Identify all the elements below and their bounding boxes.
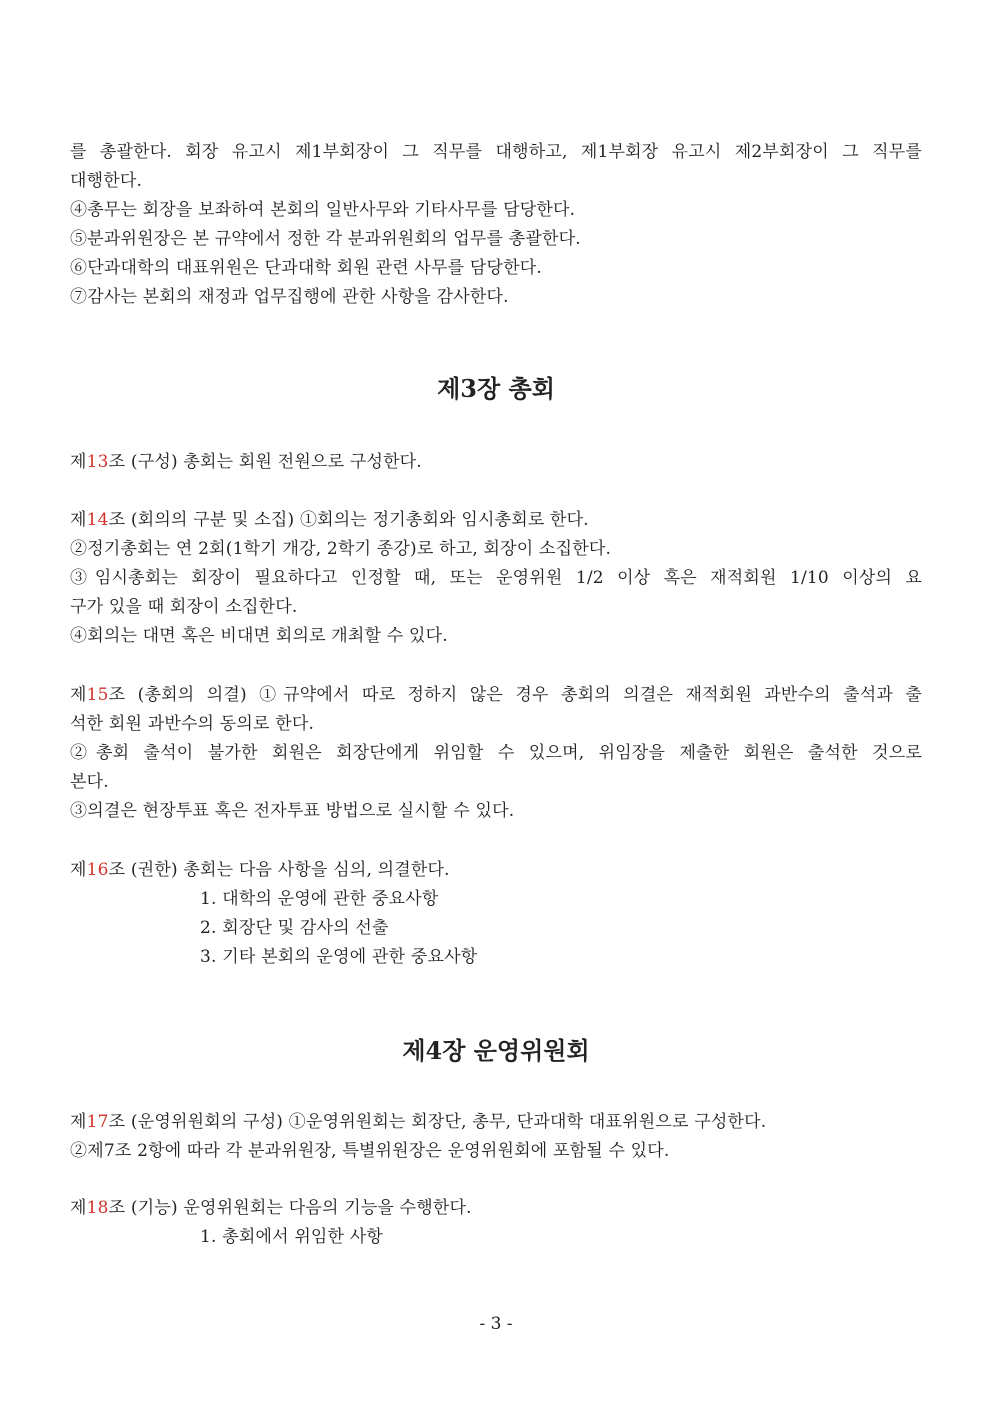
- article-text: 조 (권한) 총회는 다음 사항을 심의, 의결한다.: [108, 860, 450, 880]
- article-number: 18: [86, 1198, 109, 1218]
- article-text: 조 (회의의 구분 및 소집) ①회의는 정기총회와 임시총회로 한다.: [108, 510, 589, 530]
- article-17: [70, 1110, 922, 1134]
- paragraph-line: ②제7조 2항에 따라 각 분과위원장, 특별위원장은 운영위원회에 포함될 수 있다.: [70, 1141, 670, 1161]
- article-13: [70, 450, 922, 474]
- paragraph-line: ③임시총회는 회장이 필요하다고 인정할 때, 또는 운영위원 1/2 이상 혹은 재적회원 1/10 이상의 요: [70, 568, 922, 588]
- paragraph-line: ④회의는 대면 혹은 비대면 회의로 개최할 수 있다.: [70, 626, 448, 646]
- list-item: 2. 회장단 및 감사의 선출: [200, 918, 389, 938]
- article-text: 조 (총회의 의결) ①규약에서 따로 정하지 않은 경우 총회의 의결은 재적회원 과반수의 출석과 출: [108, 685, 922, 705]
- paragraph-line: 구가 있을 때 회장이 소집한다.: [70, 597, 298, 617]
- article-number: 16: [86, 860, 109, 880]
- chapter-4-title: 제4장 운영위원회: [402, 1036, 590, 1065]
- article-prefix: 제: [70, 1112, 87, 1132]
- paragraph-line: 대행한다.: [70, 171, 143, 191]
- article-prefix: 제: [70, 510, 87, 530]
- article-prefix: 제: [70, 860, 87, 880]
- paragraph-line: ③의결은 현장투표 혹은 전자투표 방법으로 실시할 수 있다.: [70, 801, 515, 821]
- paragraph-line: ④총무는 회장을 보좌하여 본회의 일반사무와 기타사무를 담당한다.: [70, 200, 576, 220]
- article-prefix: 제: [70, 452, 87, 472]
- paragraph-line: ⑦감사는 본회의 재정과 업무집행에 관한 사항을 감사한다.: [70, 287, 509, 307]
- list-item: 3. 기타 본회의 운영에 관한 중요사항: [200, 947, 478, 967]
- article-18: [70, 1196, 922, 1220]
- paragraph-line: ⑤분과위원장은 본 규약에서 정한 각 분과위원회의 업무를 총괄한다.: [70, 229, 581, 249]
- paragraph-line: 를 총괄한다. 회장 유고시 제1부회장이 그 직무를 대행하고, 제1부회장 유고시 제2부회장이 그 직무를: [70, 142, 922, 162]
- paragraph-line: ②총회 출석이 불가한 회원은 회장단에게 위임할 수 있으며, 위임장을 제출한 회원은 출석한 것으로: [70, 743, 922, 763]
- article-prefix: 제: [70, 685, 87, 705]
- article-number: 14: [86, 510, 109, 530]
- article-16: [70, 858, 922, 882]
- list-item: 1. 대학의 운영에 관한 중요사항: [200, 889, 439, 909]
- paragraph-line: 본다.: [70, 772, 109, 792]
- paragraph-line: 석한 회원 과반수의 동의로 한다.: [70, 714, 315, 734]
- chapter-3-title: 제3장 총회: [437, 374, 555, 403]
- paragraph-line: ⑥단과대학의 대표위원은 단과대학 회원 관련 사무를 담당한다.: [70, 258, 542, 278]
- article-text: 조 (기능) 운영위원회는 다음의 기능을 수행한다.: [108, 1198, 472, 1218]
- article-14: [70, 508, 922, 532]
- list-item: 1. 총회에서 위임한 사항: [200, 1227, 384, 1247]
- article-15: [70, 683, 922, 707]
- article-number: 17: [86, 1112, 109, 1132]
- article-text: 조 (운영위원회의 구성) ①운영위원회는 회장단, 총무, 단과대학 대표위원으로 구성한다.: [108, 1112, 767, 1132]
- article-prefix: 제: [70, 1198, 87, 1218]
- page-number: - 3 -: [479, 1314, 513, 1334]
- paragraph-line: ②정기총회는 연 2회(1학기 개강, 2학기 종강)로 하고, 회장이 소집한다.: [70, 539, 612, 559]
- article-number: 15: [86, 685, 109, 705]
- article-number: 13: [86, 452, 109, 472]
- article-text: 조 (구성) 총회는 회원 전원으로 구성한다.: [108, 452, 422, 472]
